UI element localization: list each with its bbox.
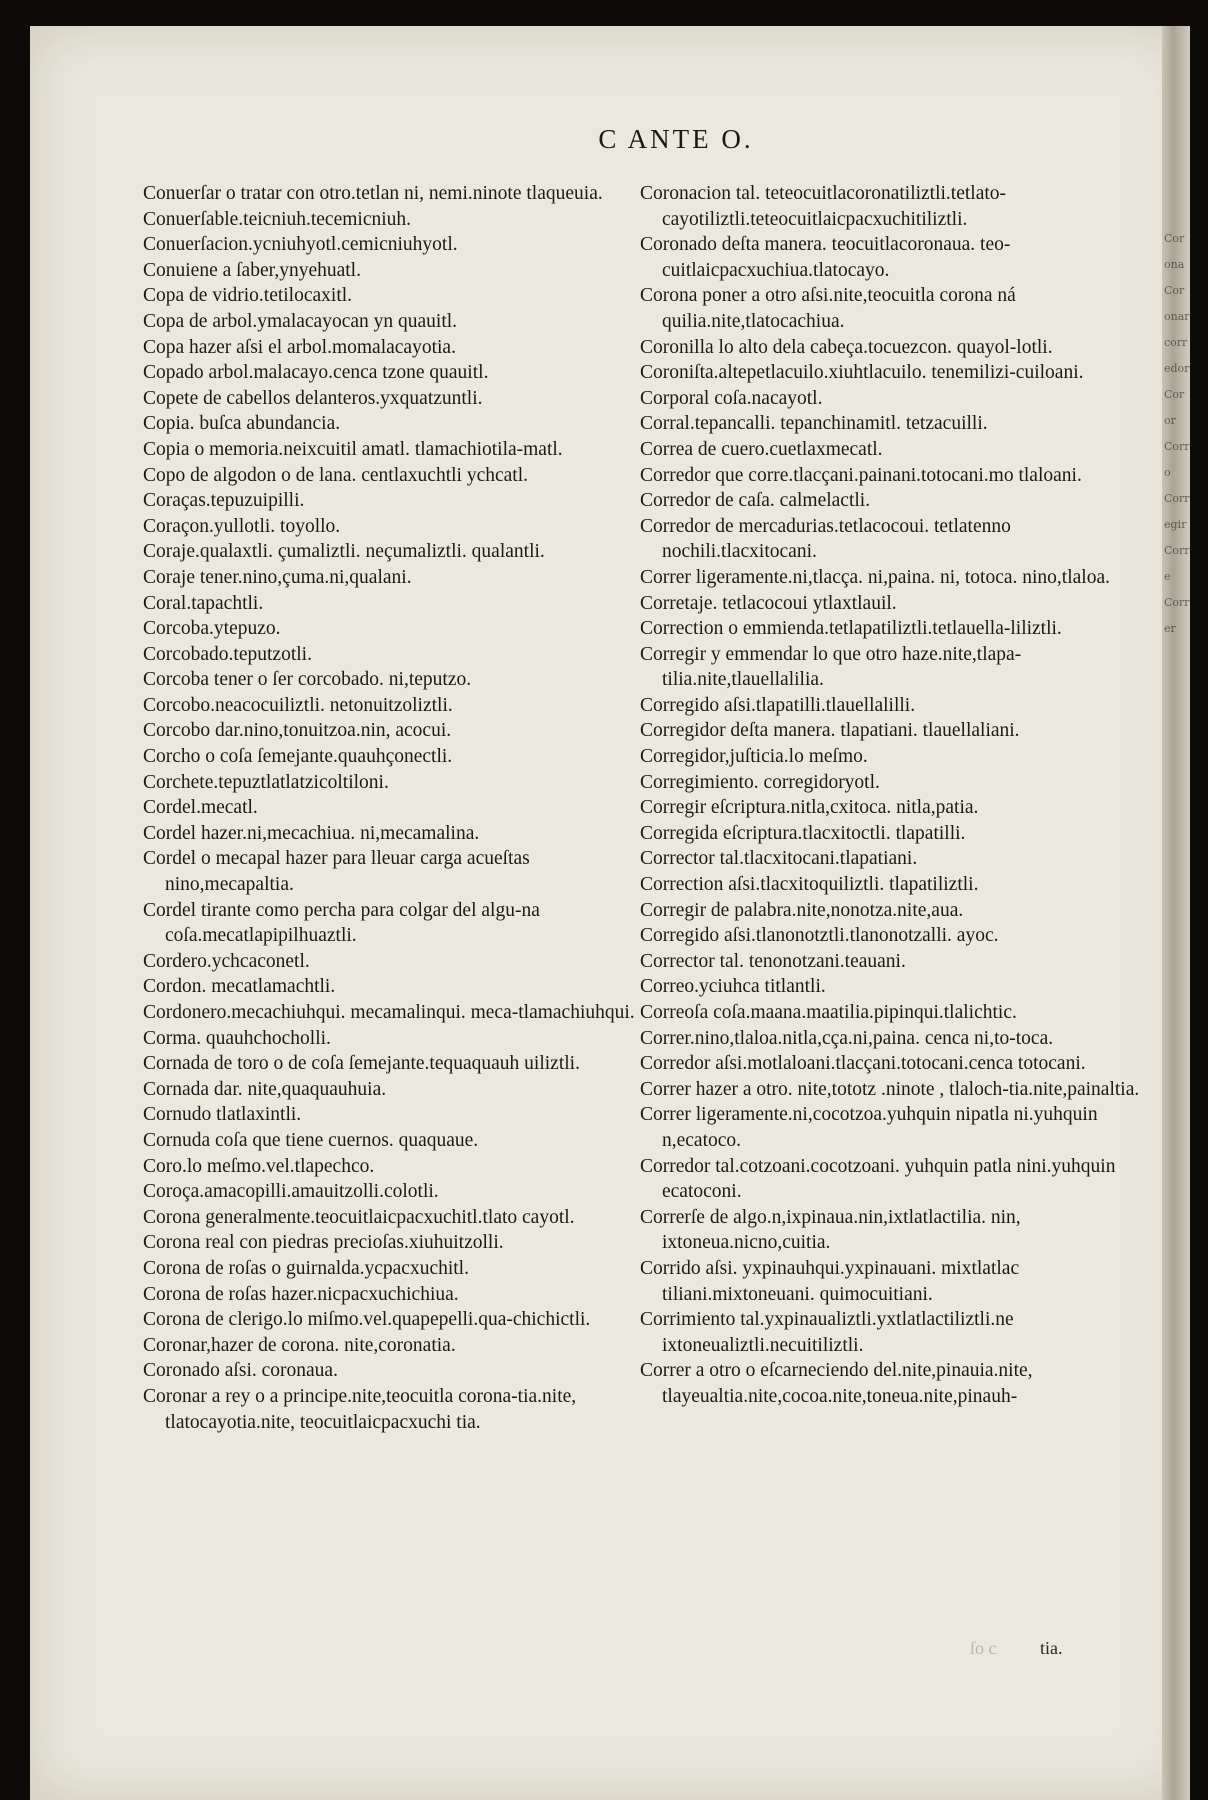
dictionary-entry: Corretaje. tetlacocoui ytlaxtlauil. bbox=[640, 592, 897, 614]
dictionary-entry: Corredor de caſa. calmelactli. bbox=[640, 490, 871, 512]
dictionary-entry: Coraje tener.nino,çuma.ni,qualani. bbox=[143, 566, 412, 588]
running-header: C ANTE O. bbox=[598, 124, 754, 154]
dictionary-entry: Coroça.amacopilli.amauitzolli.colotli. bbox=[143, 1181, 439, 1203]
dictionary-entry: Corregir y emmendar lo que otro haze.nite,tlapa-tilia.nite,tlauellalilia. bbox=[640, 643, 1022, 691]
dictionary-entry: Copado arbol.malacayo.cenca tzone quauitl. bbox=[143, 362, 489, 384]
dictionary-entry: Corporal coſa.nacayotl. bbox=[640, 387, 823, 409]
dictionary-entry: Correction o emmienda.tetlapatiliztli.tetlauella-liliztli. bbox=[640, 618, 1062, 640]
book-page bbox=[30, 26, 1190, 1800]
dictionary-entry: Conuiene a ſaber,ynyehuatl. bbox=[143, 259, 361, 281]
dictionary-entry: Corchete.tepuztlatlatzicoltiloni. bbox=[143, 771, 389, 793]
adjacent-page-edge bbox=[1162, 26, 1190, 1800]
dictionary-entry: Corrector tal.tlacxitocani.tlapatiani. bbox=[640, 848, 918, 870]
left-column bbox=[143, 181, 646, 1435]
dictionary-entry: Coronilla lo alto dela cabeça.tocuezcon. quayol-lotli. bbox=[640, 336, 1053, 358]
dictionary-entry: Cordonero.mecachiuhqui. mecamalinqui. meca-tlamachiuhqui. bbox=[143, 1002, 635, 1023]
dictionary-entry: Corona poner a otro aſsi.nite,teocuitla corona ná quilia.nite,tlatocachiua. bbox=[640, 285, 1016, 332]
dictionary-entry: Corredor que corre.tlacçani.painani.totocani.mo tlaloani. bbox=[640, 464, 1082, 486]
dictionary-entry: Coraje.qualaxtli. çumaliztli. neçumaliztli. qualantli. bbox=[143, 541, 545, 563]
dictionary-entry: Coronar,hazer de corona. nite,coronatia. bbox=[143, 1334, 456, 1356]
dictionary-entry: Coronar a rey o a principe.nite,teocuitla corona-tia.nite, tlatocayotia.nite, teocuitlaicpacxuchi tia. bbox=[143, 1385, 577, 1433]
dictionary-entry: Corona de clerigo.lo miſmo.vel.quapepelli.qua-chichictli. bbox=[143, 1309, 591, 1331]
dictionary-entry: Correction aſsi.tlacxitoquiliztli. tlapatiliztli. bbox=[640, 874, 979, 896]
dictionary-entry: Corregido aſsi.tlapatilli.tlauellalilli. bbox=[640, 694, 916, 716]
dictionary-entry: Corregidor,juſticia.lo meſmo. bbox=[640, 746, 868, 768]
dictionary-entry: Correr hazer a otro. nite,tototz .ninote , tlaloch-tia.nite,painaltia. bbox=[640, 1078, 1140, 1100]
dictionary-entry: Corral.tepancalli. tepanchinamitl. tetzacuilli. bbox=[640, 413, 988, 435]
dictionary-entry: Coral.tapachtli. bbox=[143, 592, 264, 614]
dictionary-entry: Cordel tirante como percha para colgar del algu-na coſa.mecatlapipilhuaztli. bbox=[143, 899, 540, 947]
dictionary-entry: Corregida eſcriptura.tlacxitoctli. tlapatilli. bbox=[640, 822, 966, 844]
dictionary-entry: Correrſe de algo.n,ixpinaua.nin,ixtlatlactilia. nin, ixtoneua.nicno,cuitia. bbox=[640, 1206, 1021, 1254]
dictionary-entry: Coraçon.yullotli. toyollo. bbox=[143, 515, 341, 537]
dictionary-entry: Conuerſar o tratar con otro.tetlan ni, nemi.ninote tlaqueuia. bbox=[143, 183, 603, 204]
dictionary-entry: Corregidor deſta manera. tlapatiani. tlauellaliani. bbox=[640, 720, 1020, 742]
dictionary-entry: Coronacion tal. teteocuitlacoronatiliztli.tetlato-cayotiliztli.teteocuitlaicpacxuchitiliztli. bbox=[640, 183, 1007, 230]
dictionary-entry: Corcoba tener o ſer corcobado. ni,teputzo. bbox=[143, 669, 472, 691]
dictionary-entry: Corregimiento. corregidoryotl. bbox=[640, 771, 880, 793]
dictionary-entry: Copo de algodon o de lana. centlaxuchtli ychcatl. bbox=[143, 464, 529, 486]
dictionary-entry: Corcho o coſa ſemejante.quauhçonectli. bbox=[143, 746, 453, 768]
catchword: tia. bbox=[1040, 1638, 1063, 1658]
dictionary-entry: Correo.yciuhca titlantli. bbox=[640, 976, 826, 998]
dictionary-entry: Corrimiento tal.yxpinaualiztli.yxtlatlactiliztli.ne ixtoneualiztli.necuitiliztli. bbox=[640, 1309, 1014, 1356]
dictionary-entry: Corma. quauhchocholli. bbox=[143, 1027, 331, 1049]
dictionary-entry: Cordel o mecapal hazer para lleuar carga acueſtas nino,mecapaltia. bbox=[143, 848, 530, 896]
dictionary-entry: Corcobo.neacocuiliztli. netonuitzoliztli. bbox=[143, 694, 453, 716]
dictionary-entry: Corregir de palabra.nite,nonotza.nite,aua. bbox=[640, 899, 964, 921]
dictionary-entry: Corona real con piedras precioſas.xiuhuitzolli. bbox=[143, 1232, 504, 1254]
dictionary-entry: Conuerſable.teicniuh.tecemicniuh. bbox=[143, 208, 412, 230]
dictionary-entry: Coroniſta.altepetlacuilo.xiuhtlacuilo. tenemilizi-cuiloani. bbox=[640, 362, 1084, 384]
dictionary-entry: Corredor de mercadurias.tetlacocoui. tetlatenno nochili.tlacxitocani. bbox=[640, 515, 1011, 563]
dictionary-entry: Correr ligeramente.ni,cocotzoa.yuhquin nipatla ni.yuhquin n,ecatoco. bbox=[640, 1104, 1098, 1151]
dictionary-entry: Correr ligeramente.ni,tlacça. ni,paina. ni, totoca. nino,tlaloa. bbox=[640, 566, 1110, 588]
dictionary-entry: Cornada dar. nite,quaquauhuia. bbox=[143, 1078, 387, 1100]
dictionary-entry: Copia. buſca abundancia. bbox=[143, 413, 341, 435]
dictionary-entry: Cordon. mecatlamachtli. bbox=[143, 976, 336, 998]
dictionary-entry: Cornudo tlatlaxintli. bbox=[143, 1104, 302, 1126]
dictionary-entry: Correa de cuero.cuetlaxmecatl. bbox=[640, 438, 883, 460]
dictionary-entry: Correr.nino,tlaloa.nitla,cça.ni,paina. cenca ni,to-toca. bbox=[640, 1027, 1054, 1049]
dictionary-entry: Corregido aſsi.tlanonotztli.tlanonotzalli. ayoc. bbox=[640, 925, 999, 947]
dictionary-entry: Conuerſacion.ycniuhyotl.cemicniuhyotl. bbox=[143, 234, 458, 256]
dictionary-entry: Corcobo dar.nino,tonuitzoa.nin, acocui. bbox=[143, 720, 452, 742]
dictionary-entry: Corregir eſcriptura.nitla,cxitoca. nitla,patia. bbox=[640, 797, 979, 819]
adjacent-page-text: Corona Coronar corredor Coror Corro Corregir Corre Correr bbox=[1164, 232, 1190, 635]
dictionary-entry: Coro.lo meſmo.vel.tlapechco. bbox=[143, 1155, 375, 1177]
dictionary-entry: Corcoba.ytepuzo. bbox=[143, 618, 281, 640]
dictionary-entry: Coronado aſsi. coronaua. bbox=[143, 1360, 338, 1382]
right-column bbox=[640, 181, 1148, 1410]
dictionary-entry: Copa de arbol.ymalacayocan yn quauitl. bbox=[143, 310, 458, 332]
show-through-mark: ſo c bbox=[970, 1638, 997, 1658]
dictionary-entry: Corcobado.teputzotli. bbox=[143, 643, 312, 665]
dictionary-entry: Corrido aſsi. yxpinauhqui.yxpinauani. mixtlatlac tiliani.mixtoneuani. quimocuitiani. bbox=[640, 1257, 1020, 1305]
dictionary-entry: Correoſa coſa.maana.maatilia.pipinqui.tlalichtic. bbox=[640, 1002, 1017, 1023]
dictionary-entry: Cordel hazer.ni,mecachiua. ni,mecamalina. bbox=[143, 822, 480, 844]
dictionary-entry: Coronado deſta manera. teocuitlacoronaua. teo-cuitlaicpacxuchiua.tlatocayo. bbox=[640, 234, 1011, 281]
dictionary-entry: Cornada de toro o de coſa ſemejante.tequaquauh uiliztli. bbox=[143, 1053, 580, 1075]
dictionary-entry: Corona generalmente.teocuitlaicpacxuchitl.tlato cayotl. bbox=[143, 1206, 575, 1228]
dictionary-entry: Coraças.tepuzuipilli. bbox=[143, 490, 305, 512]
dictionary-entry: Corrector tal. tenonotzani.teauani. bbox=[640, 950, 906, 972]
dictionary-entry: Copa hazer aſsi el arbol.momalacayotia. bbox=[143, 336, 456, 358]
dictionary-entry: Corona de roſas o guirnalda.ycpacxuchitl. bbox=[143, 1257, 469, 1279]
dictionary-entry: Copia o memoria.neixcuitil amatl. tlamachiotila-matl. bbox=[143, 438, 563, 460]
dictionary-entry: Corona de roſas hazer.nicpacxuchichiua. bbox=[143, 1283, 459, 1305]
dictionary-entry: Corredor tal.cotzoani.cocotzoani. yuhquin patla nini.yuhquin ecatoconi. bbox=[640, 1155, 1116, 1203]
dictionary-entry: Cornuda coſa que tiene cuernos. quaquaue. bbox=[143, 1129, 479, 1151]
dictionary-entry: Copete de cabellos delanteros.yxquatzuntli. bbox=[143, 387, 483, 409]
dictionary-entry: Corredor aſsi.motlaloani.tlacçani.totocani.cenca totocani. bbox=[640, 1053, 1086, 1075]
dictionary-entry: Copa de vidrio.tetilocaxitl. bbox=[143, 285, 353, 307]
dictionary-entry: Correr a otro o eſcarneciendo del.nite,pinauia.nite, tlayeualtia.nite,cocoa.nite,toneua.nite,pinauh- bbox=[640, 1360, 1033, 1407]
dictionary-entry: Cordel.mecatl. bbox=[143, 797, 258, 819]
dictionary-entry: Cordero.ychcaconetl. bbox=[143, 950, 310, 972]
